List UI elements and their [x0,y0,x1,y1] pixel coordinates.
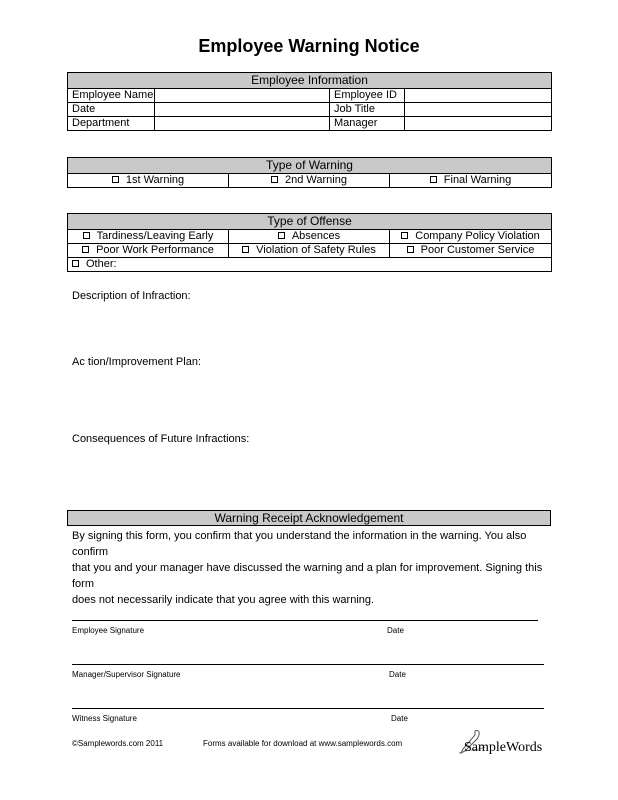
page-title: Employee Warning Notice [198,36,420,56]
second-warning-option[interactable]: 2nd Warning [229,174,390,188]
checkbox-icon[interactable] [112,176,119,183]
acknowledgement-header: Warning Receipt Acknowledgement [67,510,551,526]
witness-signature-line[interactable] [72,708,544,709]
table-row [68,103,552,117]
checkbox-icon[interactable] [271,176,278,183]
samplewords-logo-text: SampleWords [464,740,543,755]
date-label: Date [68,103,155,117]
customer-service-option[interactable]: Poor Customer Service [390,244,552,258]
manager-field[interactable] [405,117,552,131]
employee-signature-label: Employee Signature [72,626,145,635]
acknowledgement-text: By signing this form, you confirm that you understand the information in the warning. You also confirm that you and your manager have discussed the warning and a plan for improvement. Signing this form does not necessarily indicate that you agree with this warning. [72,530,543,606]
table-row [68,258,552,272]
checkbox-icon[interactable] [83,232,90,239]
company-policy-option[interactable]: Company Policy Violation [390,230,552,244]
department-field[interactable] [155,117,330,131]
poor-performance-option[interactable]: Poor Work Performance [68,244,229,258]
checkbox-icon[interactable] [430,176,437,183]
tardiness-option[interactable]: Tardiness/Leaving Early [68,230,229,244]
manager-date-label: Date [389,670,406,679]
table-row [68,244,552,258]
employee-id-field[interactable] [405,89,552,103]
absences-option[interactable]: Absences [229,230,390,244]
offense-type-header: Type of Offense [68,214,552,230]
checkbox-icon[interactable] [401,232,408,239]
checkbox-icon[interactable] [82,246,89,253]
checkbox-icon[interactable] [278,232,285,239]
table-row [68,117,552,131]
employee-id-label: Employee ID [330,89,405,103]
offense-type-table [67,213,552,272]
manager-label: Manager [330,117,405,131]
copyright-text: ©Samplewords.com 2011 [72,739,164,748]
department-label: Department [68,117,155,131]
employee-date-label: Date [387,626,404,635]
warning-type-table [67,157,552,188]
employee-signature-line[interactable] [72,620,538,621]
employee-name-field[interactable] [155,89,330,103]
employee-name-label: Employee Name [68,89,155,103]
final-warning-option[interactable]: Final Warning [390,174,552,188]
action-plan-label: Ac tion/Improvement Plan: [72,356,202,368]
job-title-label: Job Title [330,103,405,117]
warning-type-header: Type of Warning [68,158,552,174]
table-row [68,174,552,188]
job-title-field[interactable] [405,103,552,117]
witness-date-label: Date [391,714,408,723]
checkbox-icon[interactable] [407,246,414,253]
manager-signature-line[interactable] [72,664,544,665]
employee-information-header: Employee Information [68,73,552,89]
safety-rules-option[interactable]: Violation of Safety Rules [229,244,390,258]
table-row [68,89,552,103]
checkbox-icon[interactable] [72,260,79,267]
manager-signature-label: Manager/Supervisor Signature [72,670,181,679]
checkbox-icon[interactable] [242,246,249,253]
employee-information-table [67,72,552,131]
table-row [68,230,552,244]
other-option[interactable]: Other: [68,258,552,272]
date-field[interactable] [155,103,330,117]
consequences-label: Consequences of Future Infractions: [72,433,250,445]
description-label: Description of Infraction: [72,290,191,302]
witness-signature-label: Witness Signature [72,714,137,723]
first-warning-option[interactable]: 1st Warning [68,174,229,188]
download-note: Forms available for download at www.samplewords.com [203,739,403,748]
